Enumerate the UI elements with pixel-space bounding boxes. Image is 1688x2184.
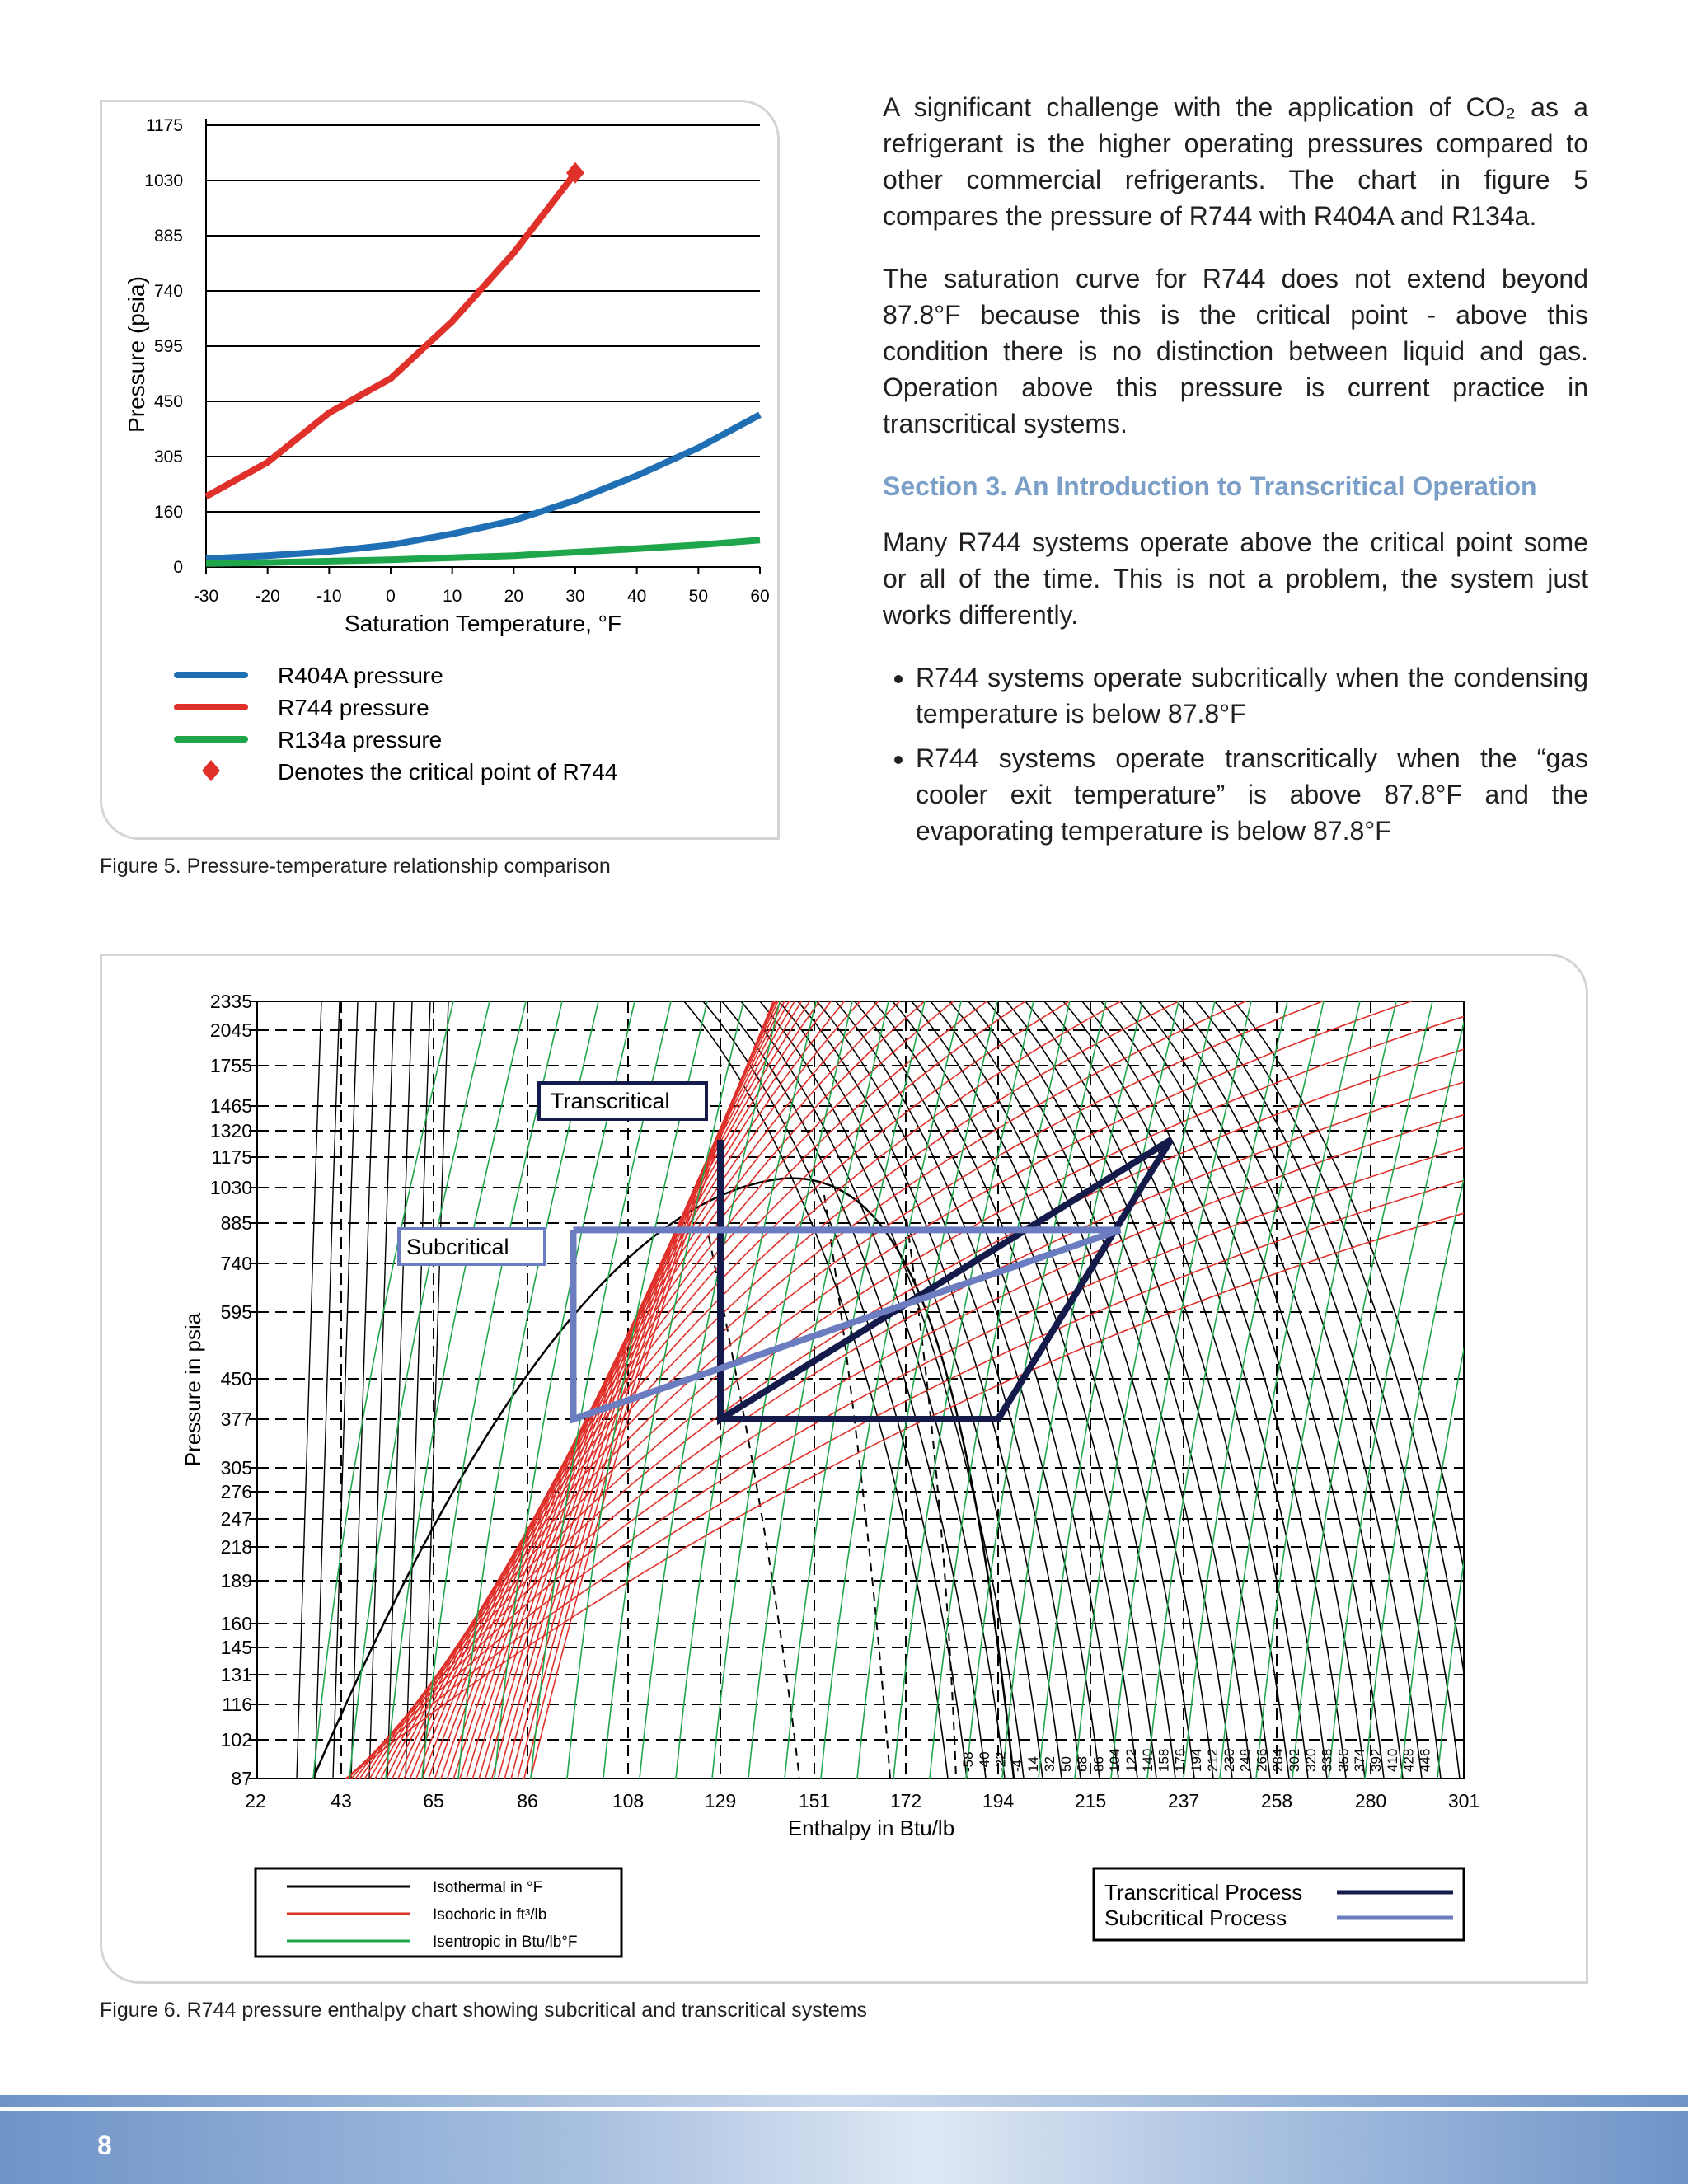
isentropic-line bbox=[1329, 1001, 1469, 1779]
temperature-label: 266 bbox=[1254, 1748, 1270, 1772]
y-tick-label: 305 bbox=[153, 448, 183, 466]
temperature-label: 284 bbox=[1270, 1748, 1287, 1772]
x-tick-label: 151 bbox=[798, 1790, 831, 1811]
legend-label: Subcritical Process bbox=[1104, 1905, 1287, 1930]
y-tick-label: 450 bbox=[153, 392, 183, 411]
footer-band bbox=[0, 2111, 1688, 2184]
y-tick-label: 131 bbox=[220, 1664, 252, 1685]
y-tick-label: 2335 bbox=[209, 991, 252, 1012]
bullet-item: • R744 systems operate subcritically when the condensing temperature is below 87.8°F bbox=[916, 659, 1588, 732]
isotherm-line bbox=[424, 1001, 448, 1779]
y-axis-label: Pressure (psia) bbox=[124, 276, 149, 433]
x-tick-label: 40 bbox=[626, 587, 647, 606]
x-tick-label: 30 bbox=[565, 587, 585, 606]
y-tick-label: 1320 bbox=[209, 1120, 252, 1141]
temperature-label: 50 bbox=[1057, 1756, 1074, 1772]
isentropic-line bbox=[821, 1001, 961, 1779]
temperature-label: 14 bbox=[1025, 1756, 1042, 1772]
isentropic-line bbox=[1401, 1001, 1541, 1779]
temperature-label: 122 bbox=[1123, 1748, 1139, 1772]
y-tick-label: 740 bbox=[153, 282, 183, 301]
y-tick-label: 740 bbox=[220, 1253, 252, 1274]
y-tick-label: 305 bbox=[220, 1457, 252, 1479]
legend-label: Isothermal in °F bbox=[433, 1879, 543, 1896]
page-number: 8 bbox=[97, 2130, 112, 2160]
temperature-label: 446 bbox=[1417, 1748, 1433, 1772]
legend-label: Transcritical Process bbox=[1104, 1880, 1303, 1905]
subcritical-label: Subcritical bbox=[406, 1235, 509, 1259]
paragraph-3: Many R744 systems operate above the critical point some or all of the time. This is not a problem, the system just works differently. bbox=[883, 527, 1588, 630]
temperature-label: 374 bbox=[1352, 1748, 1368, 1772]
transcritical-label: Transcritical bbox=[551, 1089, 670, 1113]
x-tick-label: -20 bbox=[255, 587, 280, 606]
x-tick-label: 129 bbox=[704, 1790, 737, 1811]
y-tick-label: 0 bbox=[173, 558, 183, 577]
legend-label: Denotes the critical point of R744 bbox=[278, 759, 618, 785]
temperature-label: 320 bbox=[1302, 1748, 1319, 1772]
y-tick-label: 87 bbox=[231, 1768, 252, 1789]
temperature-label: -40 bbox=[976, 1751, 992, 1772]
y-tick-label: 885 bbox=[220, 1212, 252, 1234]
x-tick-label: 22 bbox=[245, 1790, 266, 1811]
figure5-caption: Figure 5. Pressure-temperature relationship comparison bbox=[100, 855, 611, 878]
y-tick-label: 2045 bbox=[209, 1019, 252, 1041]
y-tick-label: 1030 bbox=[144, 171, 183, 190]
x-tick-label: 20 bbox=[504, 587, 524, 606]
y-tick-label: 1030 bbox=[209, 1177, 252, 1198]
x-tick-label: 258 bbox=[1260, 1790, 1293, 1811]
temperature-label: 140 bbox=[1139, 1748, 1156, 1772]
x-tick-label: 10 bbox=[442, 587, 462, 606]
isotherm-line bbox=[315, 1001, 340, 1779]
temperature-label: 338 bbox=[1319, 1748, 1335, 1772]
legend-label: Isochoric in ft³/lb bbox=[433, 1906, 547, 1924]
isentropic-line bbox=[1075, 1001, 1215, 1779]
section-heading: Section 3. An Introduction to Transcritical Operation bbox=[883, 471, 1537, 501]
legend-label: Isentropic in Btu/lb°F bbox=[433, 1933, 578, 1951]
isentropic-line bbox=[1437, 1001, 1578, 1779]
temperature-label: 32 bbox=[1042, 1756, 1057, 1772]
y-tick-label: 189 bbox=[220, 1570, 252, 1591]
y-tick-label: 160 bbox=[220, 1613, 252, 1634]
temperature-label: -4 bbox=[1009, 1759, 1025, 1772]
x-tick-label: 172 bbox=[889, 1790, 922, 1811]
paragraph-2: The saturation curve for R744 does not extend beyond 87.8°F because this is the critical point - above this condition there is no distinction between liquid and gas. Operation above this pressure is current practice in transcritical systems. bbox=[883, 264, 1588, 438]
y-tick-label: 595 bbox=[153, 337, 183, 356]
isentropic-line bbox=[313, 1001, 453, 1779]
body-text bbox=[883, 89, 1588, 857]
temperature-label: 68 bbox=[1074, 1756, 1090, 1772]
x-tick-label: 65 bbox=[423, 1790, 444, 1811]
paragraph-1: A significant challenge with the application of CO₂ as a refrigerant is the higher operating pressures compared to other commercial refrigerants. The chart in figure 5 compares the pressure of R744 with R404A and R134a. bbox=[883, 92, 1588, 231]
x-axis-label: Saturation Temperature, °F bbox=[345, 611, 621, 636]
temperature-label: 158 bbox=[1156, 1748, 1172, 1772]
temperature-label: -58 bbox=[960, 1751, 976, 1772]
temperature-label: 230 bbox=[1221, 1748, 1237, 1772]
bullet-list bbox=[883, 659, 1588, 849]
plot-frame bbox=[257, 1001, 1464, 1779]
isotherm-line bbox=[297, 1001, 321, 1779]
y-tick-label: 1755 bbox=[209, 1055, 252, 1076]
x-axis-label: Enthalpy in Btu/lb bbox=[787, 1816, 955, 1840]
figure6-caption: Figure 6. R744 pressure enthalpy chart showing subcritical and transcritical systems bbox=[100, 1999, 867, 2022]
process-subcritical-process bbox=[574, 1230, 1121, 1419]
x-tick-label: 215 bbox=[1074, 1790, 1107, 1811]
x-tick-label: -10 bbox=[316, 587, 342, 606]
temperature-label: 86 bbox=[1090, 1756, 1107, 1772]
x-tick-label: 50 bbox=[688, 587, 709, 606]
x-tick-label: 237 bbox=[1167, 1790, 1200, 1811]
y-tick-label: 160 bbox=[153, 503, 183, 522]
bullet-item: • R744 systems operate transcritically when the “gas cooler exit temperature” is above 87.8°F and the evaporating temperature is below 87.8°F bbox=[916, 740, 1588, 849]
isotherm-line bbox=[387, 1001, 412, 1779]
legend-label: R744 pressure bbox=[278, 695, 429, 720]
legend-label: R134a pressure bbox=[278, 727, 443, 752]
temperature-label: 392 bbox=[1368, 1748, 1384, 1772]
y-tick-label: 377 bbox=[220, 1408, 252, 1430]
y-tick-label: 885 bbox=[153, 227, 183, 246]
isotherm-line bbox=[333, 1001, 358, 1779]
x-tick-label: 108 bbox=[612, 1790, 645, 1811]
temperature-label: 410 bbox=[1384, 1748, 1400, 1772]
y-tick-label: 145 bbox=[220, 1637, 252, 1658]
x-tick-label: 0 bbox=[386, 587, 396, 606]
temperature-label: 302 bbox=[1287, 1748, 1302, 1772]
x-tick-label: 280 bbox=[1354, 1790, 1387, 1811]
temperature-label: 248 bbox=[1237, 1748, 1254, 1772]
x-tick-label: 60 bbox=[750, 587, 770, 606]
y-tick-label: 450 bbox=[220, 1368, 252, 1390]
y-tick-label: 102 bbox=[220, 1729, 252, 1750]
temperature-label: -22 bbox=[992, 1751, 1009, 1772]
temperature-label: 428 bbox=[1400, 1748, 1417, 1772]
temperature-label: 212 bbox=[1205, 1748, 1221, 1772]
isotherm-line bbox=[369, 1001, 394, 1779]
temperature-label: 176 bbox=[1172, 1748, 1189, 1772]
y-axis-label: Pressure in psia bbox=[181, 1312, 205, 1467]
x-tick-label: -30 bbox=[193, 587, 219, 606]
y-tick-label: 1175 bbox=[211, 1146, 252, 1168]
isentropic-line bbox=[1474, 1001, 1614, 1779]
isentropic-line bbox=[1220, 1001, 1360, 1779]
isentropic-line bbox=[1510, 1001, 1650, 1779]
x-tick-label: 86 bbox=[517, 1790, 538, 1811]
temperature-label: 356 bbox=[1335, 1748, 1352, 1772]
y-tick-label: 1175 bbox=[145, 116, 183, 135]
y-tick-label: 276 bbox=[220, 1481, 252, 1502]
y-tick-label: 116 bbox=[222, 1694, 252, 1715]
legend-label: R404A pressure bbox=[278, 663, 443, 688]
isotherm-line bbox=[351, 1001, 376, 1779]
temperature-label: 194 bbox=[1189, 1748, 1205, 1772]
footer-rule bbox=[0, 2095, 1688, 2107]
y-tick-label: 247 bbox=[220, 1508, 252, 1530]
temperature-label: 104 bbox=[1107, 1748, 1123, 1772]
y-tick-label: 595 bbox=[220, 1301, 252, 1323]
y-tick-label: 218 bbox=[220, 1536, 252, 1558]
y-tick-label: 1465 bbox=[209, 1095, 252, 1117]
x-tick-label: 301 bbox=[1447, 1790, 1480, 1811]
x-tick-label: 194 bbox=[982, 1790, 1015, 1811]
x-tick-label: 43 bbox=[331, 1790, 352, 1811]
